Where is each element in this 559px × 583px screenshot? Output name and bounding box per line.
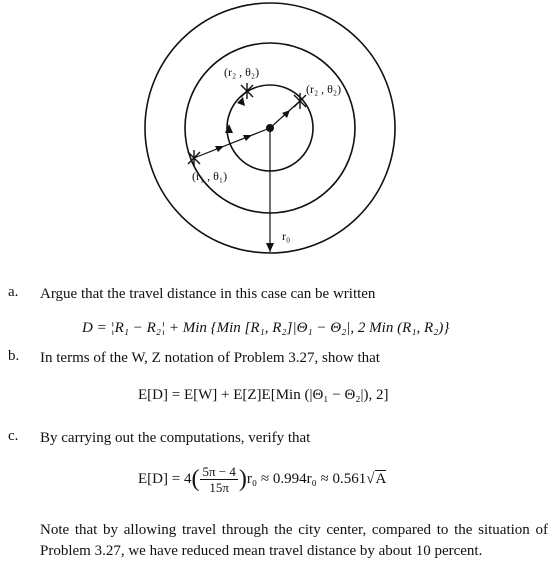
label-right-point: (r₂ , θ₂) — [306, 82, 342, 96]
right-paren: ) — [238, 466, 247, 492]
radius-arrowhead — [266, 243, 274, 252]
item-a-letter: a. — [8, 284, 19, 300]
item-c-letter: c. — [8, 428, 19, 444]
item-b-letter: b. — [8, 348, 20, 364]
item-c-text: By carrying out the computations, verify that — [40, 430, 311, 446]
fraction-numerator: 5π − 4 — [202, 464, 236, 479]
label-left-point: (r₁ , θ₁) — [192, 169, 228, 183]
item-a-text: Argue that the travel distance in this case can be written — [40, 286, 376, 302]
equation-c-rhs: r₀ ≈ 0.994r₀ ≈ 0.561 — [246, 470, 367, 487]
marker-top — [241, 83, 253, 99]
note-paragraph: Note that by allowing travel through the city center, compared to the situation of Problem 3.27, we have reduced mean travel distance by about 10 percent. — [40, 522, 548, 559]
item-b-text: In terms of the W, Z notation of Problem 3.27, show that — [40, 350, 380, 366]
equation-b: E[D] = E[W] + E[Z]E[Min (|Θ₁ − Θ₂|), 2] — [138, 387, 389, 403]
concentric-circles-figure — [0, 0, 559, 280]
equation-c-lhs: E[D] = 4 — [138, 470, 192, 487]
fraction — [200, 464, 237, 495]
equation-c — [138, 464, 386, 495]
sqrt-sign: √ — [366, 470, 375, 487]
label-top-point: (r₂ , θ₂) — [224, 65, 260, 79]
arc-arrow-inner — [225, 124, 233, 133]
fraction-denominator: 15π — [209, 480, 229, 495]
equation-a: D = ¦R₁ − R₂¦ + Min {Min [R₁, R₂]|Θ₁ − Θ₂|, 2 Min (R₁, R₂)} — [82, 320, 450, 336]
left-paren: ( — [191, 466, 200, 492]
sqrt-radicand: A — [375, 470, 387, 487]
label-radius: r₀ — [282, 229, 291, 243]
